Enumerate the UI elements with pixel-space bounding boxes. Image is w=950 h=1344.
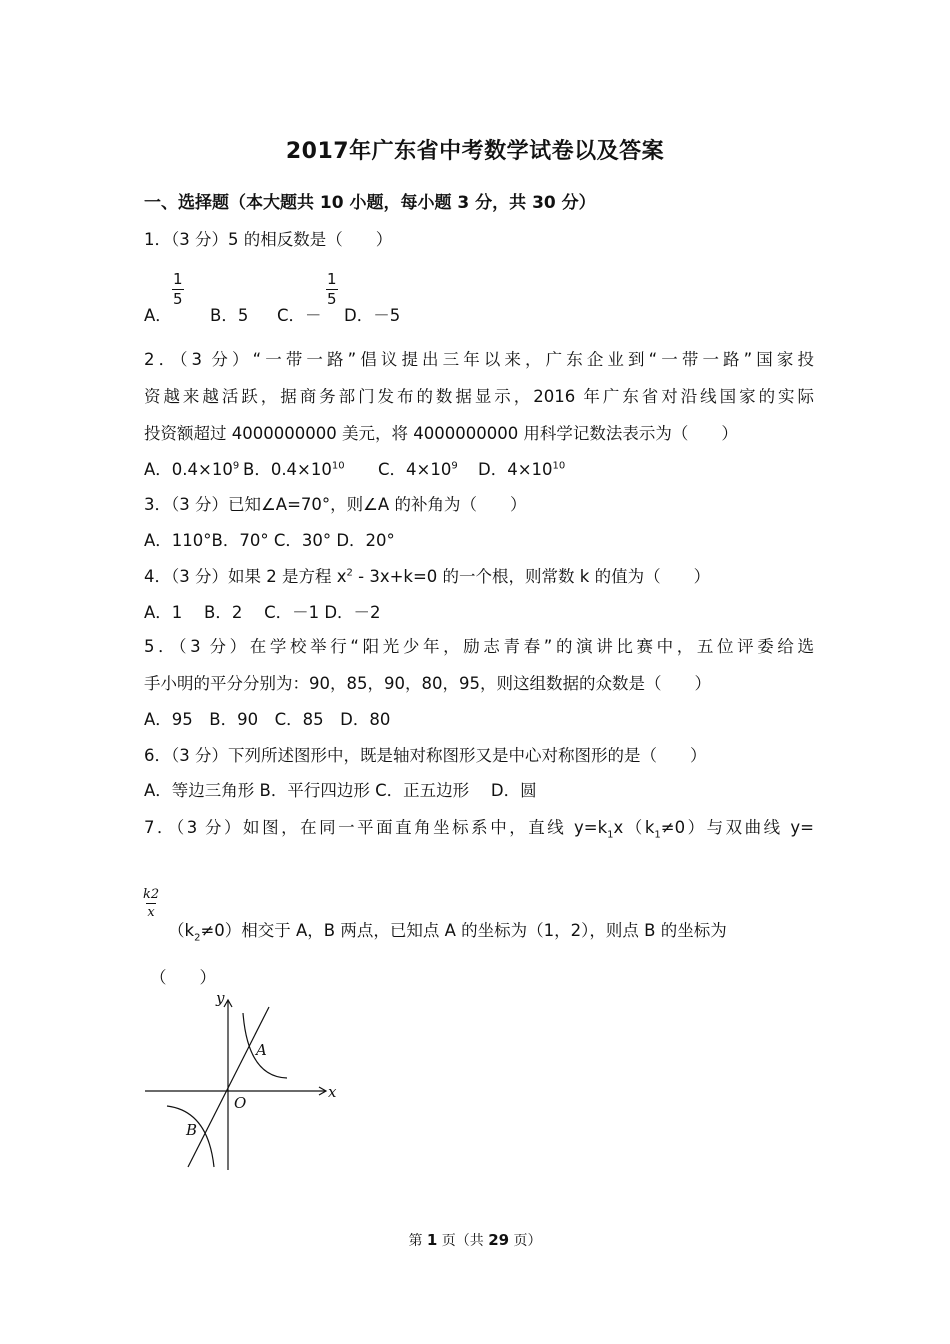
q2-b-exponent: 10 [331,460,345,472]
document-title: 2017年广东省中考数学试卷以及答案 [285,139,665,164]
q1-a-denominator: 5 [173,290,183,308]
q2-a-exponent: 9 [232,460,240,472]
q7-line2-start: （k [168,921,195,940]
footer-total-pages: 29 [488,1231,510,1249]
q2-option-a [144,456,239,480]
q1-option-a-label: A． [144,306,172,325]
q2-b-base: B．0.4×10 [243,460,332,479]
q2-line-3: 投资额超过 4000000000 美元，将 4000000000 用科学记数法表示为（ ） [144,424,738,443]
q7-sub-1: 1 [607,829,614,841]
q4-stem-start: 4．（3 分）如果 2 是方程 x [144,567,347,586]
q5-line-1: 5．（3 分）在学校举行“阳光少年，励志青春”的演讲比赛中，五位评委给选 [144,637,814,656]
q3-stem: 3．（3 分）已知∠A=70°，则∠A 的补角为（ ） [144,495,527,514]
q7-line-2 [168,917,727,943]
q2-option-d [478,456,565,480]
q6-stem: 6．（3 分）下列所述图形中，既是轴对称图形又是中心对称图形的是（ ） [144,746,707,765]
q4-stem-exponent: 2 [346,567,353,579]
q1-option-a-fraction [172,272,184,307]
q7-line-1 [144,814,814,840]
footer-middle: 页（共 [437,1233,489,1249]
q7-line1-mid: x（k [613,818,655,837]
y-axis-label: y [216,989,225,1007]
q2-d-base: D．4×10 [478,460,553,479]
q7-sub-3: 2 [194,932,201,944]
q5-options: A．95 B．90 C．85 D．80 [144,710,391,729]
point-b-label: B [186,1121,198,1139]
origin-label: O [234,1094,247,1112]
q2-line-2: 资越来越活跃，据商务部门发布的数据显示，2016 年广东省对沿线国家的实际 [144,387,814,406]
q4-options: A．1 B．2 C．－1 D．－2 [144,603,381,622]
section-heading: 一、选择题（本大题共 10 小题，每小题 3 分，共 30 分） [144,193,596,213]
footer-prefix: 第 [408,1233,427,1249]
q3-options: A．110°B．70° C．30° D．20° [144,531,395,550]
q2-d-exponent: 10 [552,460,566,472]
q2-a-base: A．0.4×10 [144,460,233,479]
coordinate-figure [140,985,350,1175]
q1-c-denominator: 5 [327,290,337,308]
q1-option-d: D．－5 [344,306,401,325]
page-footer [0,1230,950,1250]
q2-option-b [243,456,345,480]
q6-options: A．等边三角形 B．平行四边形 C．正五边形 D．圆 [144,781,537,800]
x-axis-label: x [328,1083,337,1101]
q7-line1-end: ≠0）与双曲线 y= [660,818,814,837]
q1-stem: 1．（3 分）5 的相反数是（ ） [144,230,393,249]
point-a-label: A [256,1041,267,1059]
q7-line2-end: ≠0）相交于 A，B 两点，已知点 A 的坐标为（1，2），则点 B 的坐标为 [200,921,727,940]
footer-suffix: 页） [509,1233,542,1249]
q7-line1-start: 7．（3 分）如图，在同一平面直角坐标系中，直线 y=k [144,818,608,837]
q4-stem [144,563,710,587]
q4-stem-end: - 3x+k=0 的一个根，则常数 k 的值为（ ） [352,567,711,586]
q2-line-1: 2．（3 分）“一带一路”倡议提出三年以来，广东企业到“一带一路”国家投 [144,350,814,369]
q2-option-c [378,456,458,480]
q1-option-b: B．5 [210,306,249,325]
footer-page-number: 1 [426,1231,438,1249]
q1-option-c-fraction [326,272,338,307]
q1-option-c-label: C．－ [277,306,322,325]
q5-line-2: 手小明的平分分别为：90，85，90，80，95，则这组数据的众数是（ ） [144,674,711,693]
q2-c-base: C．4×10 [378,460,452,479]
q1-c-numerator: 1 [327,270,337,288]
q2-c-exponent: 9 [451,460,458,472]
q7-sub-2: 1 [654,829,661,841]
q7-frac-denominator: x [147,905,155,920]
q1-a-numerator: 1 [173,270,183,288]
q7-line-3: （ ） [150,968,216,987]
q7-hyperbola-fraction [142,888,160,919]
q7-frac-numerator: k2 [143,887,160,902]
